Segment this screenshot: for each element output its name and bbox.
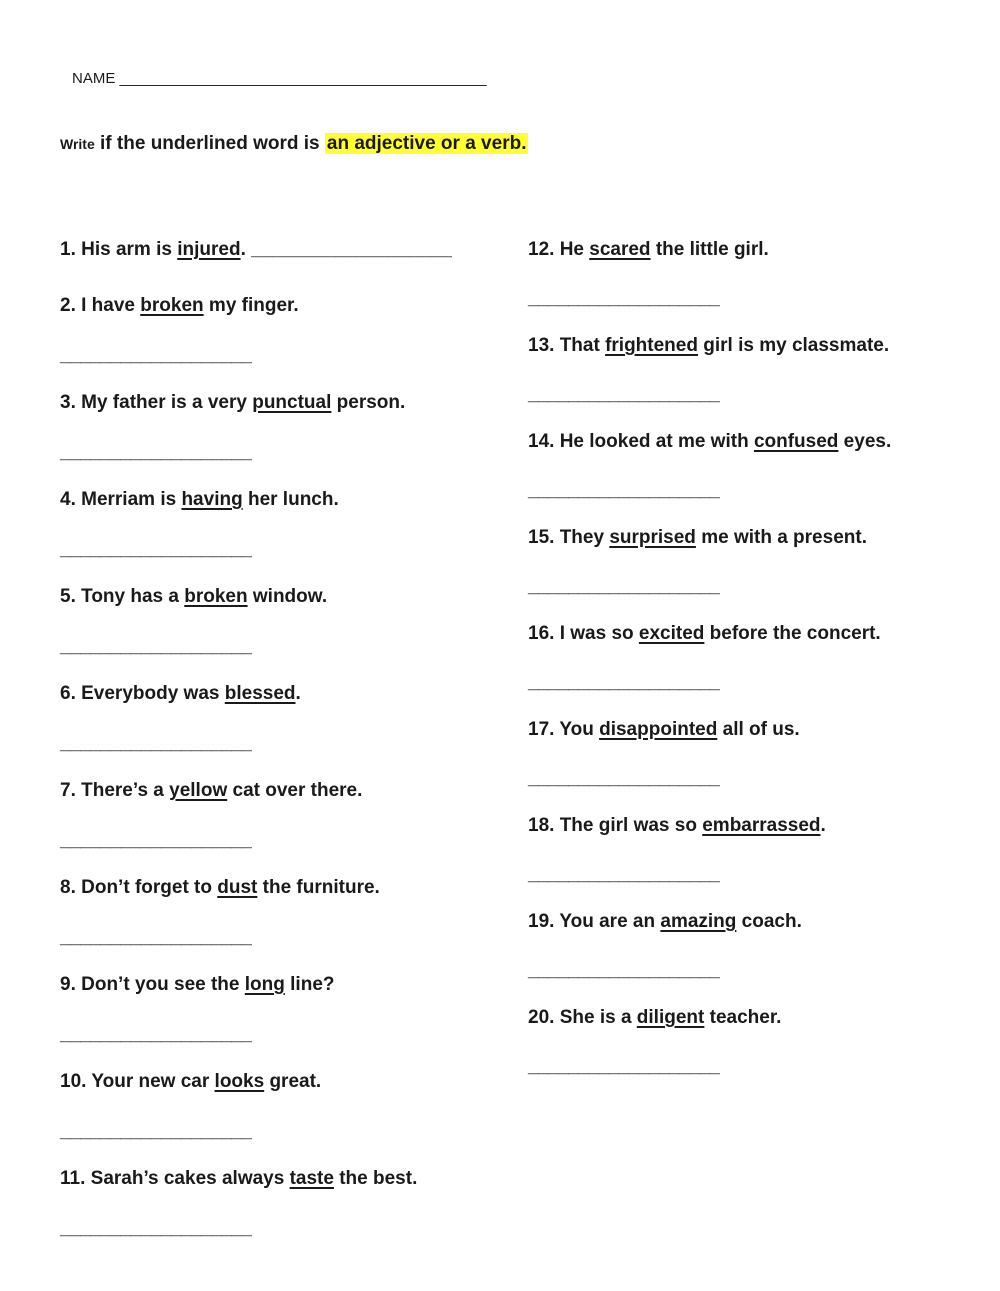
question-text: 9. Don’t you see the <box>60 974 245 995</box>
question-text-end: eyes. <box>838 431 892 452</box>
question-text: 6. Everybody was <box>60 683 225 704</box>
underlined-word: broken <box>140 295 204 316</box>
instr-write: Write <box>60 136 95 152</box>
question-text-end: the best. <box>333 1168 418 1189</box>
underlined-word: diligent <box>636 1007 705 1028</box>
question-item <box>528 1004 968 1032</box>
left-question-column <box>60 236 500 1262</box>
question-item <box>60 389 500 417</box>
question-text-end: the furniture. <box>257 877 380 898</box>
question-item <box>528 716 968 744</box>
question-text: 5. Tony has a <box>60 586 185 607</box>
answer-blank[interactable]: ___________________ <box>528 960 720 981</box>
question-item <box>528 812 968 840</box>
question-text-end: . ___________________ <box>240 239 452 260</box>
question-text: 16. I was so <box>528 623 639 644</box>
question-text-end: cat over there. <box>227 780 363 801</box>
question-text: 17. You <box>528 719 600 740</box>
question-text-end: before the concert. <box>704 623 881 644</box>
answer-blank[interactable]: ___________________ <box>60 733 252 754</box>
question-text: 2. I have <box>60 295 141 316</box>
answer-blank[interactable]: ___________________ <box>528 768 720 789</box>
question-text: 11. Sarah’s cakes always <box>60 1168 290 1189</box>
question-text-end: great. <box>264 1071 322 1092</box>
right-question-column <box>528 236 968 1100</box>
question-text: 8. Don’t forget to <box>60 877 218 898</box>
question-text-end: me with a present. <box>695 527 867 548</box>
question-text: 3. My father is a very <box>60 392 253 413</box>
underlined-word: scared <box>589 239 651 260</box>
answer-blank[interactable]: ___________________ <box>60 1218 252 1239</box>
underlined-word: taste <box>289 1168 334 1189</box>
question-item <box>60 583 500 611</box>
answer-blank[interactable]: ___________________ <box>528 1056 720 1077</box>
question-text-end: my finger. <box>203 295 299 316</box>
name-label: NAME <box>72 70 116 87</box>
underlined-word: blessed <box>224 683 296 704</box>
underlined-word: amazing <box>660 911 737 932</box>
question-text: 12. He <box>528 239 590 260</box>
answer-blank[interactable]: ___________________ <box>528 864 720 885</box>
answer-blank[interactable]: ___________________ <box>60 830 252 851</box>
question-text-end: . <box>820 815 826 836</box>
name-blank-line[interactable]: ____________________________________________ <box>119 70 487 87</box>
answer-blank[interactable]: ___________________ <box>60 442 252 463</box>
question-item <box>528 908 968 936</box>
question-text-end: line? <box>284 974 335 995</box>
question-item <box>528 620 968 648</box>
question-item <box>60 971 500 999</box>
question-text: 1. His arm is <box>60 239 178 260</box>
question-text: 18. The girl was so <box>528 815 703 836</box>
question-item <box>60 1165 500 1193</box>
question-item <box>528 236 968 264</box>
question-item <box>60 486 500 514</box>
question-text-end: the little girl. <box>650 239 769 260</box>
instr-highlight: an adjective or a verb. <box>326 133 527 154</box>
question-text: 13. That <box>528 335 606 356</box>
answer-blank[interactable]: ___________________ <box>60 345 252 366</box>
answer-blank[interactable]: ___________________ <box>528 288 720 309</box>
answer-blank[interactable]: ___________________ <box>528 672 720 693</box>
question-text-end: person. <box>331 392 406 413</box>
question-text: 4. Merriam is <box>60 489 182 510</box>
answer-blank[interactable]: ___________________ <box>60 1121 252 1142</box>
underlined-word: surprised <box>609 527 696 548</box>
underlined-word: embarrassed <box>702 815 821 836</box>
underlined-word: disappointed <box>599 719 718 740</box>
answer-blank[interactable]: ___________________ <box>60 927 252 948</box>
question-text: 20. She is a <box>528 1007 637 1028</box>
question-item <box>528 524 968 552</box>
underlined-word: having <box>181 489 243 510</box>
question-text: 19. You are an <box>528 911 661 932</box>
question-item <box>60 1068 500 1096</box>
underlined-word: punctual <box>252 392 332 413</box>
underlined-word: dust <box>217 877 258 898</box>
question-text: 14. He looked at me with <box>528 431 754 452</box>
question-text-end: coach. <box>736 911 802 932</box>
question-item <box>60 777 500 805</box>
question-item <box>528 332 968 360</box>
question-text-end: window. <box>247 586 328 607</box>
underlined-word: excited <box>638 623 705 644</box>
question-text-end: girl is my classmate. <box>697 335 890 356</box>
question-text-end: . <box>295 683 301 704</box>
spacer <box>60 264 500 292</box>
question-text-end: her lunch. <box>242 489 339 510</box>
question-item <box>60 680 500 708</box>
question-text: 7. There’s a <box>60 780 170 801</box>
instructions <box>60 133 528 155</box>
answer-blank[interactable]: ___________________ <box>60 539 252 560</box>
answer-blank[interactable]: ___________________ <box>528 576 720 597</box>
underlined-word: long <box>244 974 285 995</box>
question-text-end: all of us. <box>717 719 800 740</box>
underlined-word: frightened <box>605 335 698 356</box>
question-item <box>528 428 968 456</box>
question-text: 10. Your new car <box>60 1071 215 1092</box>
answer-blank[interactable]: ___________________ <box>60 636 252 657</box>
answer-blank[interactable]: ___________________ <box>60 1024 252 1045</box>
underlined-word: injured <box>177 239 241 260</box>
question-item <box>60 874 500 902</box>
instr-text: if the underlined word is <box>94 133 325 154</box>
answer-blank[interactable]: ___________________ <box>528 384 720 405</box>
underlined-word: broken <box>184 586 248 607</box>
question-item <box>60 236 500 264</box>
underlined-word: looks <box>214 1071 265 1092</box>
question-item <box>60 292 500 320</box>
question-text: 15. They <box>528 527 610 548</box>
underlined-word: confused <box>753 431 839 452</box>
answer-blank[interactable]: ___________________ <box>528 480 720 501</box>
underlined-word: yellow <box>169 780 228 801</box>
question-text-end: teacher. <box>704 1007 782 1028</box>
name-field[interactable] <box>72 70 487 87</box>
